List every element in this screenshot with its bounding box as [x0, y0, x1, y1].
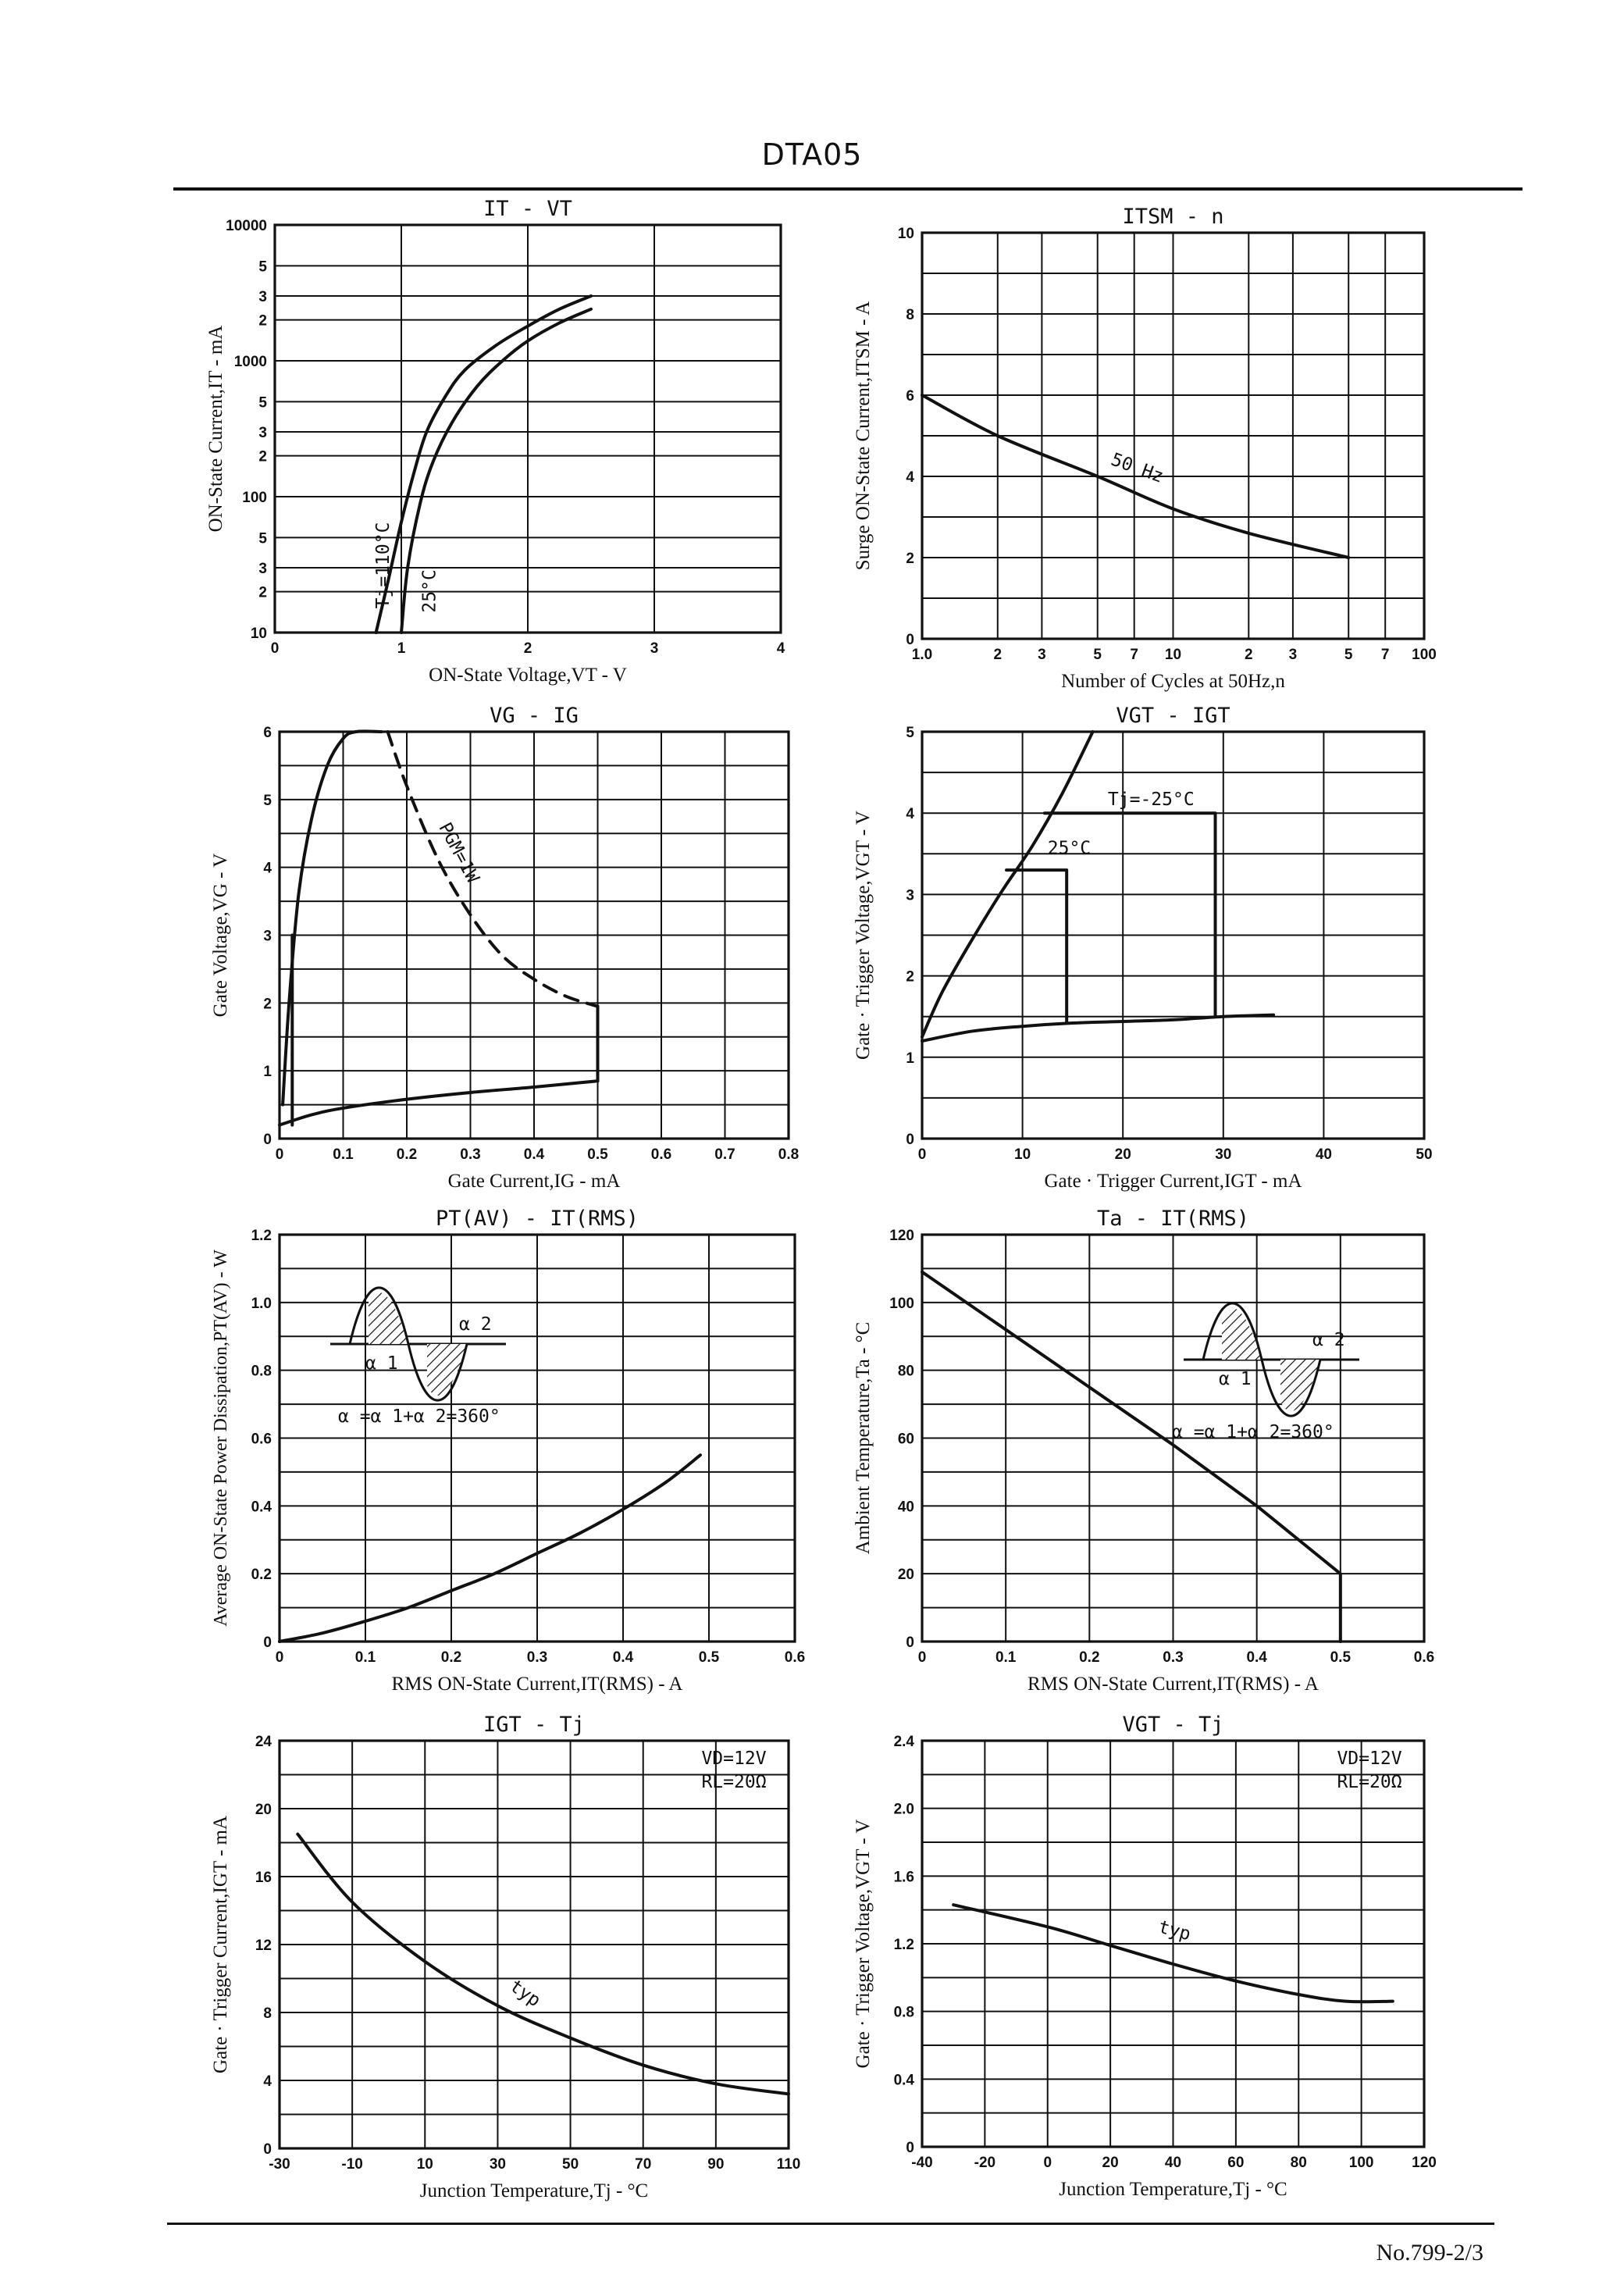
x-tick-label: -30 [269, 2156, 290, 2173]
y-axis-label: Gate · Trigger Voltage,VGT - V [853, 1819, 874, 2069]
annotation-typ: typ [1156, 1916, 1193, 1945]
y-tick-label: 2 [906, 968, 914, 986]
y-tick-label: 120 [889, 1228, 914, 1244]
y-tick-label: 5 [258, 530, 267, 547]
y-tick-label: 5 [258, 394, 267, 412]
y-tick-label: 1.6 [893, 1869, 914, 1886]
y-tick-label: 0 [906, 632, 914, 648]
x-tick-label: 0 [917, 1649, 927, 1666]
annotation-alpha-sum: α =α 1+α 2=360° [338, 1406, 500, 1427]
x-tick-label: 0.3 [526, 1649, 548, 1666]
chart-vg-ig [170, 693, 820, 1209]
y-axis-label: Gate Voltage,VG - V [210, 853, 231, 1018]
y-tick-label: 80 [897, 1363, 914, 1380]
chart-title: ITSM - n [1122, 205, 1224, 229]
grid-lines [922, 1741, 1424, 2147]
y-axis-label: Surge ON-State Current,ITSM - A [853, 301, 874, 571]
y-tick-label: 1.0 [251, 1295, 272, 1312]
y-tick-label: 20 [897, 1567, 914, 1584]
x-tick-label: 110 [776, 2156, 801, 2173]
chart-title: IT - VT [483, 197, 572, 221]
x-tick-label: 0 [1043, 2155, 1052, 2171]
annotation-alpha-sum: α =α 1+α 2=360° [1172, 1422, 1334, 1442]
x-axis-label: Number of Cycles at 50Hz,n [1061, 671, 1285, 692]
y-tick-label: 4 [263, 860, 272, 877]
x-axis-label: Gate · Trigger Current,IGT - mA [1044, 1171, 1302, 1192]
x-axis-label: Junction Temperature,Tj - °C [419, 2180, 649, 2201]
x-tick-label: 0.4 [1246, 1649, 1267, 1666]
grid-lines [280, 1741, 789, 2148]
x-tick-label: 0.4 [523, 1146, 545, 1163]
x-tick-label: 0.2 [396, 1146, 418, 1163]
x-tick-label: 1 [397, 640, 406, 657]
y-tick-label: 20 [255, 1802, 272, 1818]
x-tick-label: 10 [1014, 1146, 1031, 1163]
y-tick-label: 100 [889, 1295, 914, 1312]
y-tick-label: 6 [263, 725, 272, 741]
x-tick-label: 0.5 [698, 1649, 720, 1666]
condition-rl: RL=20Ω [701, 1772, 767, 1792]
y-tick-label: 2.4 [893, 1734, 914, 1750]
y-tick-label: 0 [906, 1132, 914, 1148]
chart-vgt-igt [813, 693, 1455, 1209]
x-tick-label: 30 [1215, 1146, 1232, 1163]
annotation-25c: 25°C [1047, 838, 1092, 859]
chart-vgt-tj [813, 1702, 1455, 2217]
x-tick-label: 2 [1244, 647, 1253, 663]
y-tick-label: 3 [258, 560, 267, 577]
y-tick-label: 8 [906, 307, 914, 323]
y-tick-label: 0 [263, 2141, 272, 2158]
y-tick-label: 0.6 [251, 1431, 272, 1448]
annotation-typ: typ [505, 1976, 544, 2012]
y-tick-label: 0.4 [251, 1499, 272, 1516]
y-tick-label: 0.4 [893, 2072, 914, 2089]
x-tick-label: 0.6 [1413, 1649, 1435, 1666]
x-tick-label: 10 [1164, 647, 1182, 663]
grid-lines [280, 1235, 795, 1642]
series-line-curve [922, 1272, 1341, 1642]
x-tick-label: -10 [341, 2156, 363, 2173]
chart-title: PT(AV) - IT(RMS) [435, 1207, 639, 1231]
x-tick-label: 50 [562, 2156, 579, 2173]
y-tick-label: 16 [255, 1870, 272, 1886]
chart-title: VGT - IGT [1116, 704, 1230, 728]
y-tick-label: 40 [897, 1499, 914, 1516]
x-tick-label: 0.2 [1079, 1649, 1100, 1666]
x-tick-label: 2 [993, 647, 1003, 663]
chart-it-vt [166, 186, 812, 703]
y-tick-label: 2 [263, 996, 272, 1013]
annotation-50hz: 50 Hz [1108, 449, 1166, 487]
x-tick-label: 0 [917, 1146, 927, 1163]
series-line-PGM-1W [388, 732, 598, 1007]
x-tick-label: 0.5 [1330, 1649, 1352, 1666]
y-tick-label: 1000 [233, 354, 267, 370]
y-tick-label: 1 [263, 1064, 272, 1081]
x-axis-label: RMS ON-State Current,IT(RMS) - A [391, 1674, 683, 1695]
y-tick-label: 2 [906, 551, 914, 567]
x-tick-label: 0 [275, 1146, 284, 1163]
x-tick-label: 2 [523, 640, 532, 657]
x-tick-label: 1.0 [911, 647, 933, 663]
chart-title: VGT - Tj [1122, 1713, 1224, 1737]
x-tick-label: -40 [911, 2155, 933, 2171]
y-tick-label: 2 [258, 312, 267, 330]
x-tick-label: 0.5 [587, 1146, 608, 1163]
x-tick-label: 3 [1038, 647, 1046, 663]
annotation-tj-110: Tj=110°C [372, 522, 394, 609]
x-tick-label: 0 [275, 1649, 284, 1666]
y-tick-label: 4 [906, 806, 914, 823]
x-tick-label: 7 [1380, 647, 1390, 663]
x-tick-label: 90 [707, 2156, 725, 2173]
x-tick-label: 0.3 [1163, 1649, 1184, 1666]
x-tick-label: 20 [1114, 1146, 1131, 1163]
x-tick-label: 5 [1093, 647, 1102, 663]
x-tick-label: 5 [1344, 647, 1353, 663]
y-tick-label: 1.2 [893, 1937, 914, 1953]
y-tick-label: 8 [263, 2005, 272, 2022]
x-tick-label: 40 [1315, 1146, 1332, 1163]
x-tick-label: 100 [1348, 2155, 1374, 2171]
page-title: DTA05 [761, 137, 863, 172]
y-tick-label: 0.8 [893, 2004, 914, 2021]
annotation-alpha-1: α 1 [1219, 1369, 1252, 1389]
x-tick-label: 0.4 [612, 1649, 634, 1666]
y-tick-label: 0.2 [251, 1567, 272, 1584]
footer-rule [167, 2223, 1494, 2225]
annotation-alpha-1: α 1 [365, 1353, 398, 1374]
x-tick-label: 10 [416, 2156, 433, 2173]
annotation-25c: 25°C [419, 569, 440, 613]
y-tick-label: 100 [242, 490, 267, 506]
y-tick-label: 12 [255, 1938, 272, 1954]
annotation-alpha-2: α 2 [459, 1314, 492, 1335]
x-axis-label: Gate Current,IG - mA [447, 1171, 621, 1192]
chart-title: Ta - IT(RMS) [1096, 1207, 1250, 1231]
y-tick-label: 10 [250, 626, 267, 642]
chart-title: VG - IG [490, 704, 579, 728]
annotation-tj-minus-25: Tj=-25°C [1107, 789, 1195, 810]
x-axis-label: Junction Temperature,Tj - °C [1059, 2179, 1287, 2200]
chart-itsm-n [813, 194, 1455, 709]
series-line-lower [922, 1015, 1273, 1041]
x-tick-label: 0.6 [784, 1649, 806, 1666]
y-tick-label: 3 [258, 424, 267, 441]
series-line-typ [297, 1834, 789, 2094]
y-tick-label: 5 [258, 258, 267, 276]
y-axis-label: ON-State Current,IT - mA [205, 325, 226, 533]
chart-pt-it [170, 1196, 826, 1712]
y-tick-label: 24 [255, 1734, 272, 1750]
y-tick-label: 0 [906, 2140, 914, 2156]
x-tick-label: 3 [650, 640, 659, 657]
x-tick-label: 7 [1130, 647, 1138, 663]
chart-igt-tj [170, 1702, 820, 2219]
grid-lines [280, 732, 789, 1139]
y-tick-label: 10000 [226, 218, 267, 234]
x-tick-label: 60 [1227, 2155, 1245, 2171]
y-tick-label: 2 [258, 448, 267, 465]
series-line-lower [280, 1081, 598, 1125]
y-tick-label: 0.8 [251, 1363, 272, 1380]
x-tick-label: 0.8 [778, 1146, 800, 1163]
x-tick-label: 3 [1288, 647, 1298, 663]
series-line-25-C [1006, 870, 1067, 1023]
x-tick-label: 4 [776, 640, 785, 657]
y-tick-label: 2.0 [893, 1801, 914, 1818]
y-tick-label: 60 [897, 1431, 914, 1448]
chart-ta-it [813, 1196, 1455, 1712]
y-axis-label: Ambient Temperature,Ta - °C [853, 1321, 874, 1555]
x-tick-label: 0.1 [333, 1146, 354, 1163]
x-tick-label: 80 [1290, 2155, 1307, 2171]
series-line-Tj-110-C [376, 296, 591, 633]
x-tick-label: 120 [1412, 2155, 1437, 2171]
series-line-curve [280, 1455, 700, 1642]
annotation-pgm: PGM=1W [434, 819, 483, 886]
y-tick-label: 4 [263, 2073, 272, 2090]
x-tick-label: 100 [1412, 647, 1437, 663]
y-axis-label: Average ON-State Power Dissipation,PT(AV) - W [211, 1250, 231, 1627]
x-tick-label: -20 [974, 2155, 996, 2171]
chart-title: IGT - Tj [483, 1713, 586, 1737]
condition-vd: VD=12V [701, 1749, 767, 1769]
y-tick-label: 1 [906, 1050, 914, 1067]
y-tick-label: 10 [897, 226, 914, 242]
grid-lines [275, 225, 781, 633]
x-tick-label: 0.2 [440, 1649, 462, 1666]
x-tick-label: 0.1 [354, 1649, 376, 1666]
y-tick-label: 0 [263, 1635, 272, 1651]
condition-vd: VD=12V [1337, 1749, 1402, 1769]
y-tick-label: 3 [906, 887, 914, 904]
x-tick-label: 70 [635, 2156, 652, 2173]
x-tick-label: 0.3 [460, 1146, 481, 1163]
x-axis-label: ON-State Voltage,VT - V [429, 665, 627, 686]
x-axis-label: RMS ON-State Current,IT(RMS) - A [1027, 1674, 1319, 1695]
x-tick-label: 40 [1164, 2155, 1182, 2171]
y-tick-label: 3 [263, 928, 272, 945]
series-line-upper [283, 731, 381, 1104]
x-tick-label: 0.6 [650, 1146, 672, 1163]
y-tick-label: 1.2 [251, 1228, 272, 1244]
x-tick-label: 30 [489, 2156, 506, 2173]
y-tick-label: 3 [258, 288, 267, 305]
y-tick-label: 6 [906, 388, 914, 405]
page-number: No.799-2/3 [1376, 2240, 1483, 2266]
x-tick-label: 20 [1102, 2155, 1119, 2171]
x-tick-label: 0.7 [714, 1146, 735, 1163]
y-tick-label: 2 [258, 584, 267, 601]
y-tick-label: 5 [906, 725, 914, 741]
condition-rl: RL=20Ω [1337, 1772, 1402, 1792]
annotation-alpha-2: α 2 [1312, 1330, 1345, 1350]
y-axis-label: Gate · Trigger Voltage,VGT - V [853, 811, 874, 1060]
y-tick-label: 4 [906, 469, 914, 486]
x-tick-label: 0 [270, 640, 280, 657]
y-tick-label: 0 [263, 1132, 272, 1148]
x-tick-label: 50 [1416, 1146, 1433, 1163]
y-tick-label: 0 [906, 1635, 914, 1651]
y-axis-label: Gate · Trigger Current,IGT - mA [210, 1815, 231, 2074]
x-tick-label: 0.1 [995, 1649, 1017, 1666]
y-tick-label: 5 [263, 792, 272, 809]
